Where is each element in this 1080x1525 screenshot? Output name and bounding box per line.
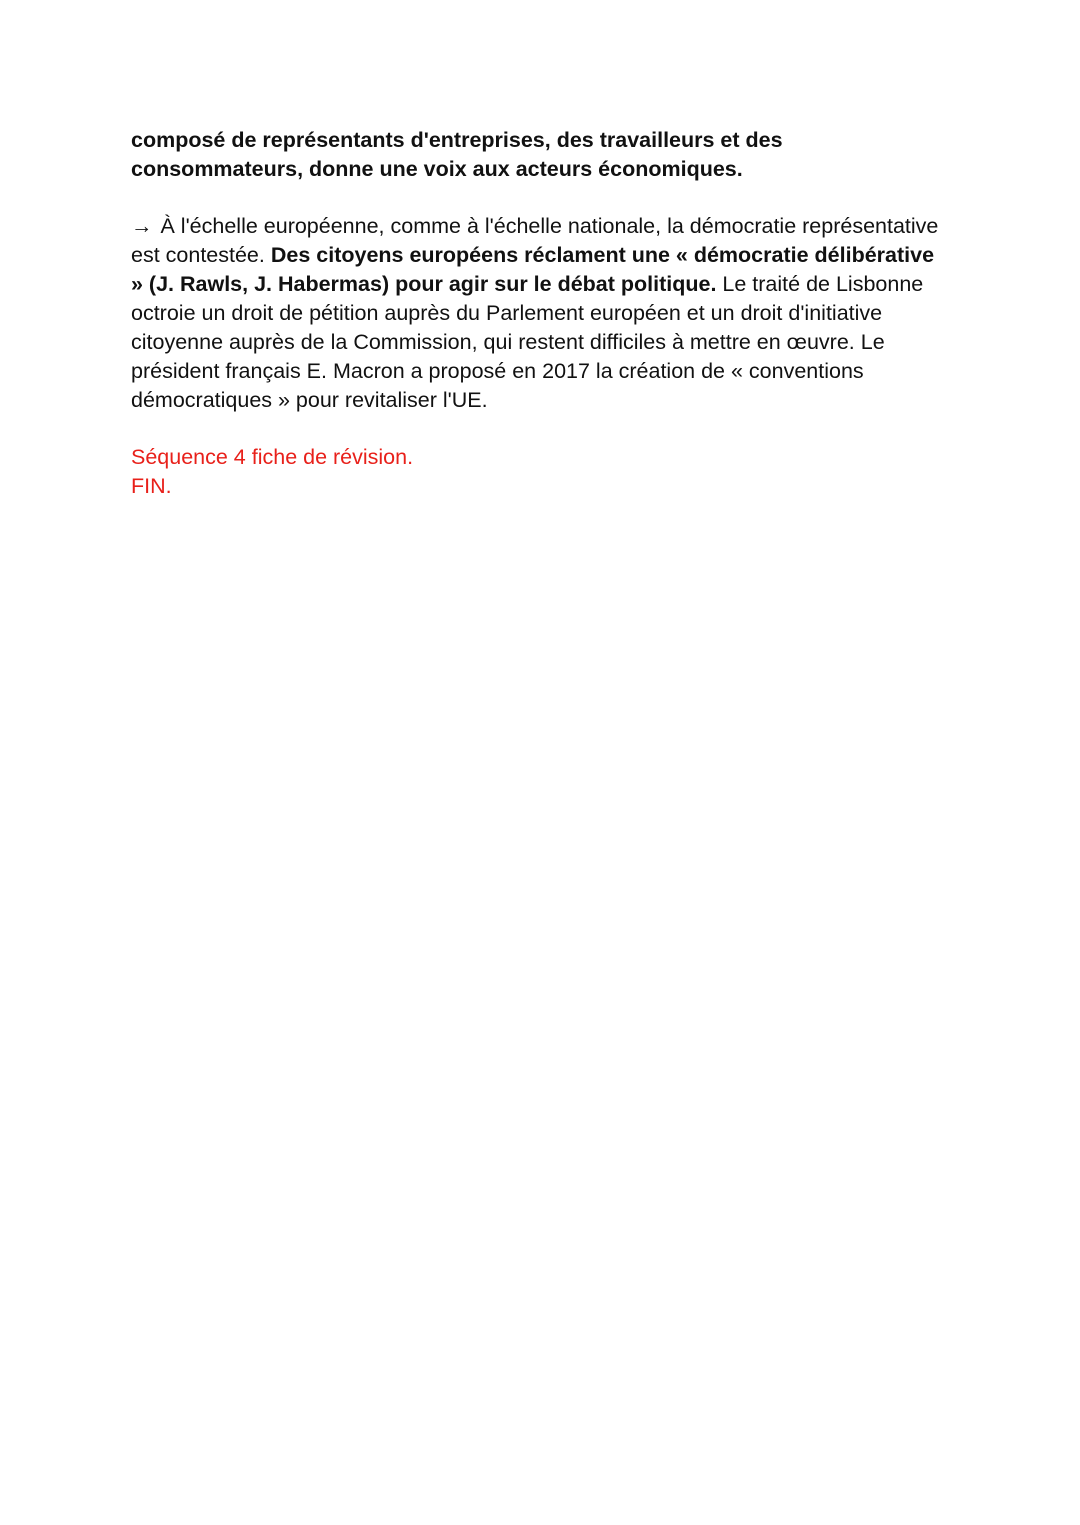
paragraph-conseil-economique <box>131 126 951 184</box>
paragraph-spacer <box>131 415 951 443</box>
arrow-right-icon: → <box>131 214 153 238</box>
document-body <box>131 126 951 501</box>
paragraph-democratie-deliberative <box>131 212 951 415</box>
footer-sequence-label: Séquence 4 fiche de révision. <box>131 445 414 469</box>
paragraph-intro-text: À l'échelle européenne, comme à l'échelle nationale, la démocratie représentative est contestée. <box>131 214 939 267</box>
footer-note <box>131 443 951 501</box>
paragraph-spacer <box>131 184 951 212</box>
footer-end-label: FIN. <box>131 474 172 498</box>
bold-text: Des citoyens européens réclament une « démocratie délibérative » (J. Rawls, J. Habermas) pour agir sur le débat politique. <box>131 243 935 296</box>
bold-text: composé de représentants d'entreprises, des travailleurs et des consommateurs, donne une voix aux acteurs économiques. <box>131 128 783 181</box>
paragraph-rest-text: Le traité de Lisbonne octroie un droit de pétition auprès du Parlement européen et un droit d'initiative citoyenne auprès de la Commission, qui restent difficiles à mettre en œuvre. Le président français E. Macron a proposé en 2017 la création de « conventions démocratiques » pour revitaliser l'UE. <box>131 272 924 412</box>
